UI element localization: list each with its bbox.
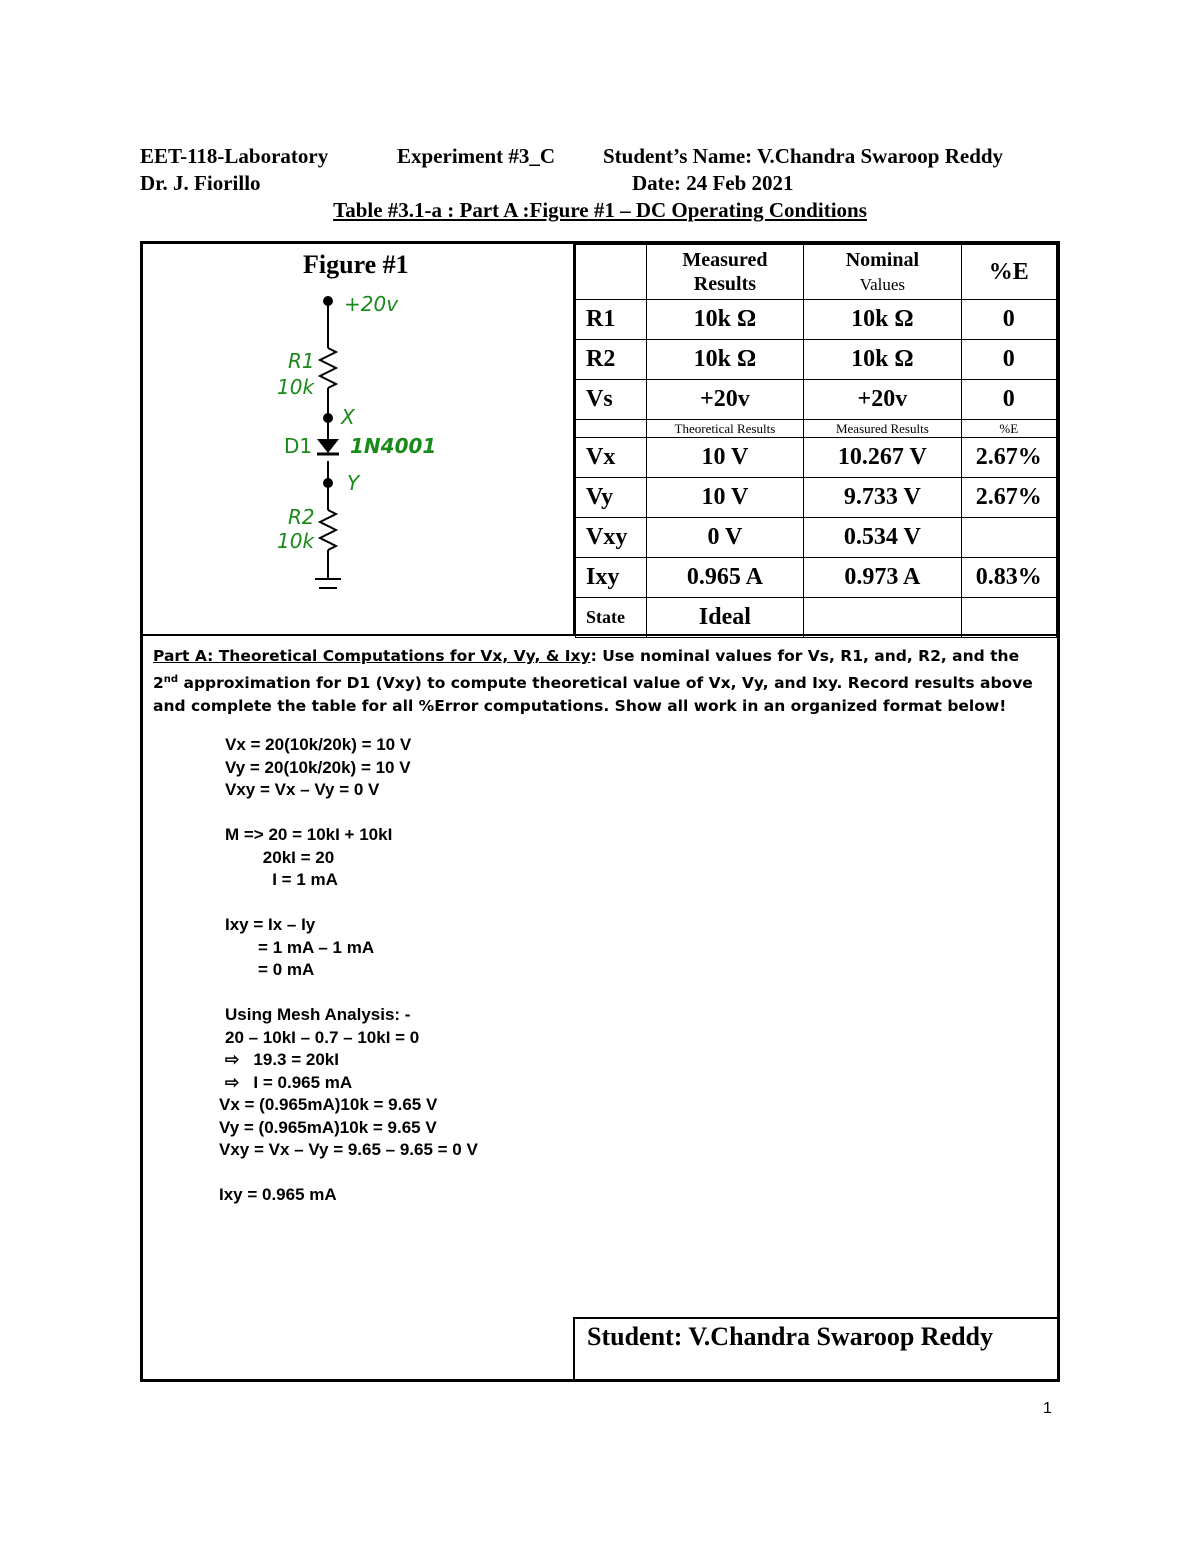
table-row bbox=[576, 300, 1057, 340]
subheader-empty bbox=[576, 420, 647, 438]
node-y-dot bbox=[323, 478, 333, 488]
row-label: Ixy bbox=[576, 558, 647, 598]
table-row bbox=[576, 518, 1057, 558]
cell-error: 2.67% bbox=[961, 438, 1056, 478]
cell-theoretical: 0 V bbox=[646, 518, 804, 558]
circuit-schematic bbox=[143, 244, 573, 634]
diode-part: 1N4001 bbox=[350, 434, 437, 458]
cell-error: 0 bbox=[961, 340, 1056, 380]
page-number: 1 bbox=[1043, 1400, 1052, 1417]
diode-name: D1 bbox=[284, 434, 313, 458]
table-row bbox=[576, 598, 1057, 638]
figure-cell bbox=[143, 244, 575, 636]
cell-theoretical: 0.965 A bbox=[646, 558, 804, 598]
table-caption: Table #3.1-a : Part A :Figure #1 – DC Operating Conditions bbox=[333, 198, 867, 222]
cell-measured: 10k Ω bbox=[646, 340, 804, 380]
node-x-dot bbox=[323, 413, 333, 423]
cell-nominal: +20v bbox=[804, 380, 961, 420]
row-label: Vxy bbox=[576, 518, 647, 558]
table-row bbox=[576, 558, 1057, 598]
experiment-label: Experiment #3_C bbox=[397, 144, 556, 168]
node-x-label: X bbox=[341, 405, 355, 429]
cell-theoretical: Ideal bbox=[646, 598, 804, 638]
figure-title: Figure #1 bbox=[303, 250, 409, 279]
row-label: Vy bbox=[576, 478, 647, 518]
cell-theoretical: 10 V bbox=[646, 438, 804, 478]
date-label: Date: 24 Feb 2021 bbox=[632, 171, 794, 195]
r2-name: R2 bbox=[288, 505, 315, 529]
header-error: %E bbox=[961, 245, 1056, 300]
table-header-row bbox=[576, 245, 1057, 300]
table-corner-cell bbox=[576, 245, 647, 300]
table-row bbox=[576, 340, 1057, 380]
subheader-measured: Measured Results bbox=[804, 420, 961, 438]
row-label: State bbox=[576, 598, 647, 638]
r1-name: R1 bbox=[288, 349, 315, 373]
cell-error bbox=[961, 598, 1056, 638]
row-label: R2 bbox=[576, 340, 647, 380]
subheader-error: %E bbox=[961, 420, 1056, 438]
cell-error: 0 bbox=[961, 380, 1056, 420]
table-row bbox=[576, 438, 1057, 478]
cell-theoretical: 10 V bbox=[646, 478, 804, 518]
student-name-footer: Student: V.Chandra Swaroop Reddy bbox=[587, 1322, 994, 1351]
header-measured: Measured Results bbox=[646, 245, 804, 300]
instructor-label: Dr. J. Fiorillo bbox=[140, 171, 261, 195]
supply-node bbox=[323, 296, 333, 306]
row-label: Vs bbox=[576, 380, 647, 420]
computation-work-1: Vx = 20(10k/20k) = 10 V Vy = 20(10k/20k) = 10 V Vxy = Vx – Vy = 0 V M => 20 = 10kI + 10kI 20kI = 20 I = 1 mA Ixy = Ix – Iy = 1 mA – 1 mA = 0 mA Using Mesh Analysis: - 20 – 10kI – 0.7 – 10kI = 0 ⇨ 19.3 = 20kI ⇨ I = 0.965 mA bbox=[225, 735, 420, 1092]
cell-measured: 0.973 A bbox=[804, 558, 961, 598]
lab-table bbox=[140, 241, 1060, 1382]
table-row bbox=[576, 380, 1057, 420]
cell-measured bbox=[804, 598, 961, 638]
cell-nominal: 10k Ω bbox=[804, 340, 961, 380]
node-y-label: Y bbox=[347, 471, 360, 495]
cell-error: 0.83% bbox=[961, 558, 1056, 598]
cell-measured: 9.733 V bbox=[804, 478, 961, 518]
section-divider bbox=[143, 634, 1060, 636]
instructions-heading: Part A: Theoretical Computations for Vx, Vy, & Ixy bbox=[153, 647, 591, 665]
cell-nominal: 10k Ω bbox=[804, 300, 961, 340]
course-label: EET-118-Laboratory bbox=[140, 144, 329, 168]
cell-error bbox=[961, 518, 1056, 558]
computation-work-2: Vx = (0.965mA)10k = 9.65 V Vy = (0.965mA)10k = 9.65 V Vxy = Vx – Vy = 9.65 – 9.65 = 0 V Ixy = 0.965 mA bbox=[219, 1095, 478, 1204]
cell-error: 0 bbox=[961, 300, 1056, 340]
results-table bbox=[575, 244, 1057, 638]
r1-value: 10k bbox=[277, 375, 315, 399]
student-name-label: Student’s Name: V.Chandra Swaroop Reddy bbox=[603, 144, 1004, 168]
cell-measured: 10k Ω bbox=[646, 300, 804, 340]
table-subheader-row bbox=[576, 420, 1057, 438]
cell-error: 2.67% bbox=[961, 478, 1056, 518]
row-label: R1 bbox=[576, 300, 647, 340]
r2-value: 10k bbox=[277, 529, 315, 553]
supply-label: +20v bbox=[344, 292, 399, 316]
student-signature-box bbox=[573, 1317, 1060, 1382]
row-label: Vx bbox=[576, 438, 647, 478]
cell-measured: 0.534 V bbox=[804, 518, 961, 558]
subheader-theoretical: Theoretical Results bbox=[646, 420, 804, 438]
cell-measured: 10.267 V bbox=[804, 438, 961, 478]
table-row bbox=[576, 478, 1057, 518]
part-a-instructions: Part A: Theoretical Computations for Vx, Vy, & Ixy: Use nominal values for Vs, R1, and, R2, and the 2nd approximation for D1 (Vxy) to compute theoretical value of Vx, Vy, and Ixy. Record results above and complete the table for all %Error computations. Show all work in an organized format below! bbox=[153, 647, 1033, 716]
header-nominal: Nominal Values bbox=[804, 245, 961, 300]
cell-measured: +20v bbox=[646, 380, 804, 420]
